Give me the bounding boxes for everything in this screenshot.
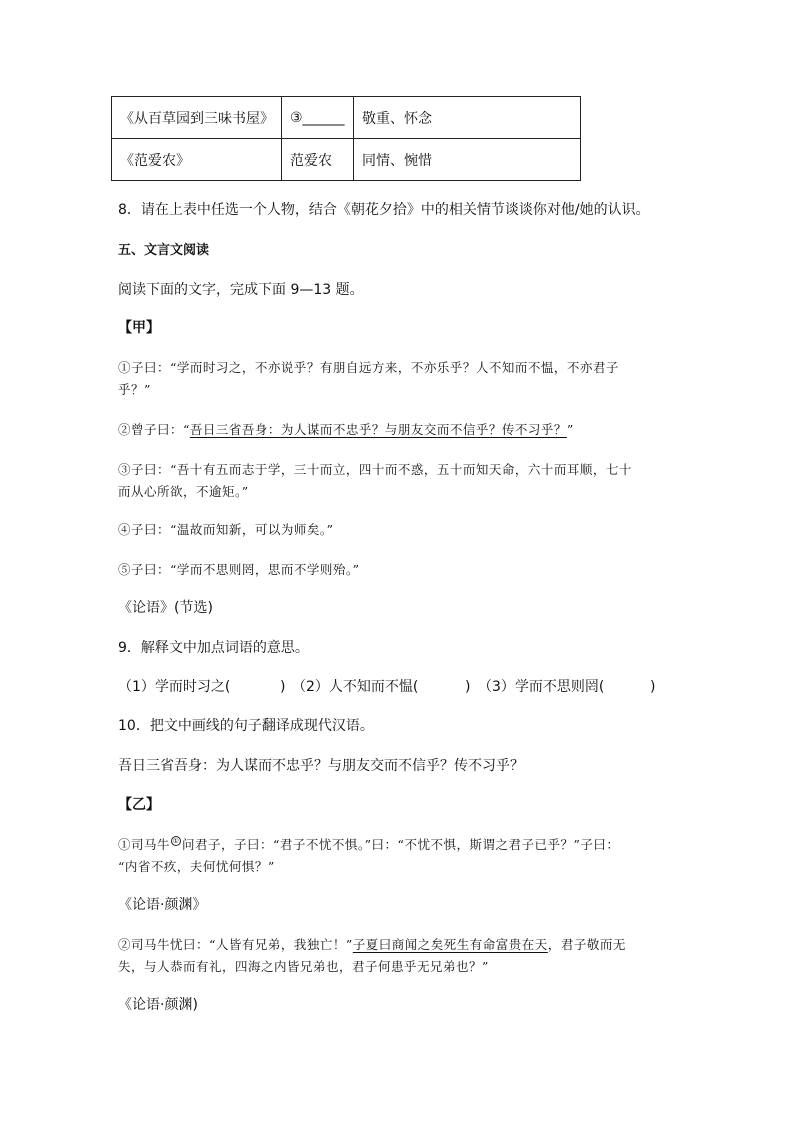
yi-source-1: 《论语·颜渊》: [118, 897, 207, 913]
jia-p2-prefix: ②曾子曰：“: [118, 422, 190, 437]
jia-paragraph-3-line-1: ③子曰：“吾十有五而志于学，三十而立，四十而不惑，五十而知天命，六十而耳顺，七十: [118, 462, 632, 477]
q9-item-3-close: ): [650, 679, 656, 695]
jia-source: 《论语》(节选): [118, 600, 213, 616]
yi-p2-prefix: ②司马牛忧曰：“人皆有兄弟，我独亡！”: [118, 937, 353, 952]
q9-item-3: （3）学而不思则罔(: [478, 679, 605, 695]
q9-item-2: （2）人不知而不愠(: [292, 679, 419, 695]
yi-source-2: 《论语·颜渊): [118, 997, 198, 1013]
yi-paragraph-2-line-2: 失，与人恭而有礼，四海之内皆兄弟也，君子何患乎无兄弟也？”: [118, 959, 489, 974]
yi-paragraph-2-line-1: [118, 935, 626, 953]
table-cell-work: 《从百草园到三味书屋》: [112, 97, 282, 139]
underlined-sentence: 子夏曰商闻之矣死生有命富贵在天: [352, 937, 548, 952]
jia-paragraph-2: [118, 420, 574, 438]
passage-jia-label: 【甲】: [118, 320, 160, 336]
yi-paragraph-1-line-1: [118, 835, 619, 853]
q9-item-1-close: ): [280, 679, 286, 695]
question-9: 9．解释文中加点词语的意思。: [118, 640, 309, 656]
reading-instruction: 阅读下面的文字，完成下面 9—13 题。: [118, 282, 364, 298]
yi-paragraph-1-line-2: “内省不疚，夫何忧何惧？”: [118, 859, 275, 874]
table-cell-feeling: 同情、惋惜: [354, 139, 581, 181]
table-cell-work: 《范爱农》: [112, 139, 282, 181]
q9-item-1: （1）学而时习之(: [118, 679, 231, 695]
jia-p2-suffix: ”: [566, 422, 574, 437]
question-10: 10．把文中画线的句子翻译成现代汉语。: [118, 718, 374, 734]
jia-paragraph-5: ⑤子曰：“学而不思则罔，思而不学则殆。”: [118, 562, 360, 577]
question-8: 8．请在上表中任选一个人物，结合《朝花夕拾》中的相关情节谈谈你对他/她的认识。: [118, 202, 650, 218]
passage-yi-label: 【乙】: [118, 797, 160, 813]
q9-item-2-close: ): [465, 679, 471, 695]
table-cell-feeling: 敬重、怀念: [354, 97, 581, 139]
footnote-marker: ①: [172, 837, 180, 845]
jia-paragraph-1-line-1: ①子曰：“学而时习之，不亦说乎？有朋自远方来，不亦乐乎？人不知而不愠，不亦君子: [118, 360, 619, 375]
jia-paragraph-1-line-2: 乎？”: [118, 382, 151, 397]
yi-p1-rest: 问君子，子曰：“君子不忧不惧。”曰：“不忧不惧，斯谓之君子已乎？”子曰：: [182, 837, 620, 852]
table-row: [112, 139, 581, 181]
q10-sentence: 吾日三省吾身：为人谋而不忠乎？与朋友交而不信乎？传不习乎？: [118, 758, 524, 774]
jia-paragraph-3-line-2: 而从心所欲，不逾矩。”: [118, 484, 249, 499]
underlined-sentence: 吾日三省吾身：为人谋而不忠乎？与朋友交而不信乎？传不习乎？: [189, 422, 567, 437]
table-cell-person-blank: ③______: [282, 97, 354, 139]
jia-paragraph-4: ④子曰：“温故而知新，可以为师矣。”: [118, 522, 334, 537]
table-cell-person: 范爱农: [282, 139, 354, 181]
table-row: [112, 97, 581, 139]
section-title: 五、文言文阅读: [118, 243, 210, 258]
yi-p2-rest: ，君子敬而无: [547, 937, 626, 952]
character-table: [111, 96, 581, 181]
yi-p1-start: ①司马牛: [118, 837, 171, 852]
